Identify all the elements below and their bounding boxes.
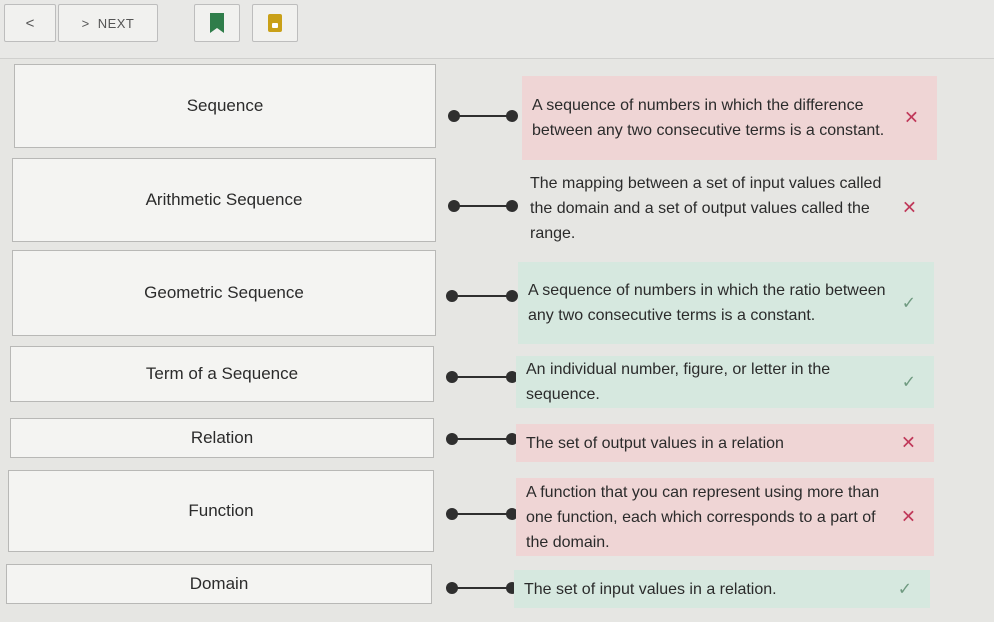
definition-card[interactable] (516, 478, 934, 556)
calculator-icon (268, 14, 282, 32)
term-label: Domain (189, 574, 249, 593)
definition-card[interactable] (516, 424, 934, 462)
connector-line (454, 115, 512, 117)
connector-line (452, 295, 512, 297)
match-connector[interactable] (446, 290, 518, 302)
definition-card[interactable] (514, 570, 930, 608)
term-label: Relation (190, 428, 254, 447)
correct-check-icon: ✓ (897, 579, 912, 599)
next-button[interactable] (58, 4, 158, 42)
match-connector[interactable] (446, 508, 518, 520)
match-connector[interactable] (446, 371, 518, 383)
connector-line (452, 376, 512, 378)
definition-text: A sequence of numbers in which the ratio between any two consecutive terms is a constant. (528, 282, 886, 324)
calculator-button[interactable] (252, 4, 298, 42)
term-label: Sequence (186, 96, 264, 115)
term-card-sequence[interactable] (14, 64, 436, 148)
connector-dot (506, 110, 518, 122)
connector-dot (506, 200, 518, 212)
term-label: Arithmetic Sequence (145, 190, 303, 209)
definition-card[interactable] (520, 168, 935, 248)
correct-check-icon: ✓ (901, 293, 916, 313)
definition-text: The mapping between a set of input values called the domain and a set of output values called the range. (530, 174, 882, 242)
bookmark-button[interactable] (194, 4, 240, 42)
next-label: NEXT (97, 15, 135, 31)
toolbar (0, 0, 994, 58)
term-card-relation[interactable] (10, 418, 434, 458)
incorrect-x-icon: ✕ (901, 197, 917, 218)
term-label: Term of a Sequence (145, 364, 299, 383)
incorrect-x-icon: ✕ (900, 506, 916, 527)
term-label: Function (188, 501, 254, 520)
term-card-domain[interactable] (6, 564, 432, 604)
back-button[interactable] (4, 4, 56, 42)
term-card-term-of-a-sequence[interactable] (10, 346, 434, 402)
definition-text: An individual number, figure, or letter in the sequence. (526, 361, 831, 403)
term-card-arithmetic-sequence[interactable] (12, 158, 436, 242)
definition-text: The set of output values in a relation (526, 434, 784, 452)
definition-text: A function that you can represent using more than one function, each which corresponds to a part of the domain. (526, 483, 880, 551)
chevron-left-icon: < (25, 14, 35, 32)
incorrect-x-icon: ✕ (900, 432, 916, 453)
match-connector[interactable] (448, 110, 518, 122)
definition-card[interactable] (516, 356, 934, 408)
match-connector[interactable] (446, 582, 518, 594)
connector-dot (506, 290, 518, 302)
definition-text: The set of input values in a relation. (524, 580, 777, 598)
definition-card[interactable] (518, 262, 934, 344)
toolbar-divider (0, 58, 994, 59)
connector-line (452, 438, 512, 440)
connector-line (452, 513, 512, 515)
correct-check-icon: ✓ (901, 372, 916, 392)
bookmark-icon (210, 13, 224, 33)
connector-line (452, 587, 512, 589)
term-card-geometric-sequence[interactable] (12, 250, 436, 336)
incorrect-x-icon: ✕ (903, 107, 919, 128)
term-card-function[interactable] (8, 470, 434, 552)
definition-card[interactable] (522, 76, 937, 160)
definition-text: A sequence of numbers in which the difference between any two consecutive terms is a constant. (532, 97, 885, 139)
chevron-right-icon: > (81, 15, 90, 31)
match-connector[interactable] (448, 200, 518, 212)
connector-line (454, 205, 512, 207)
term-label: Geometric Sequence (144, 283, 304, 302)
match-connector[interactable] (446, 433, 518, 445)
